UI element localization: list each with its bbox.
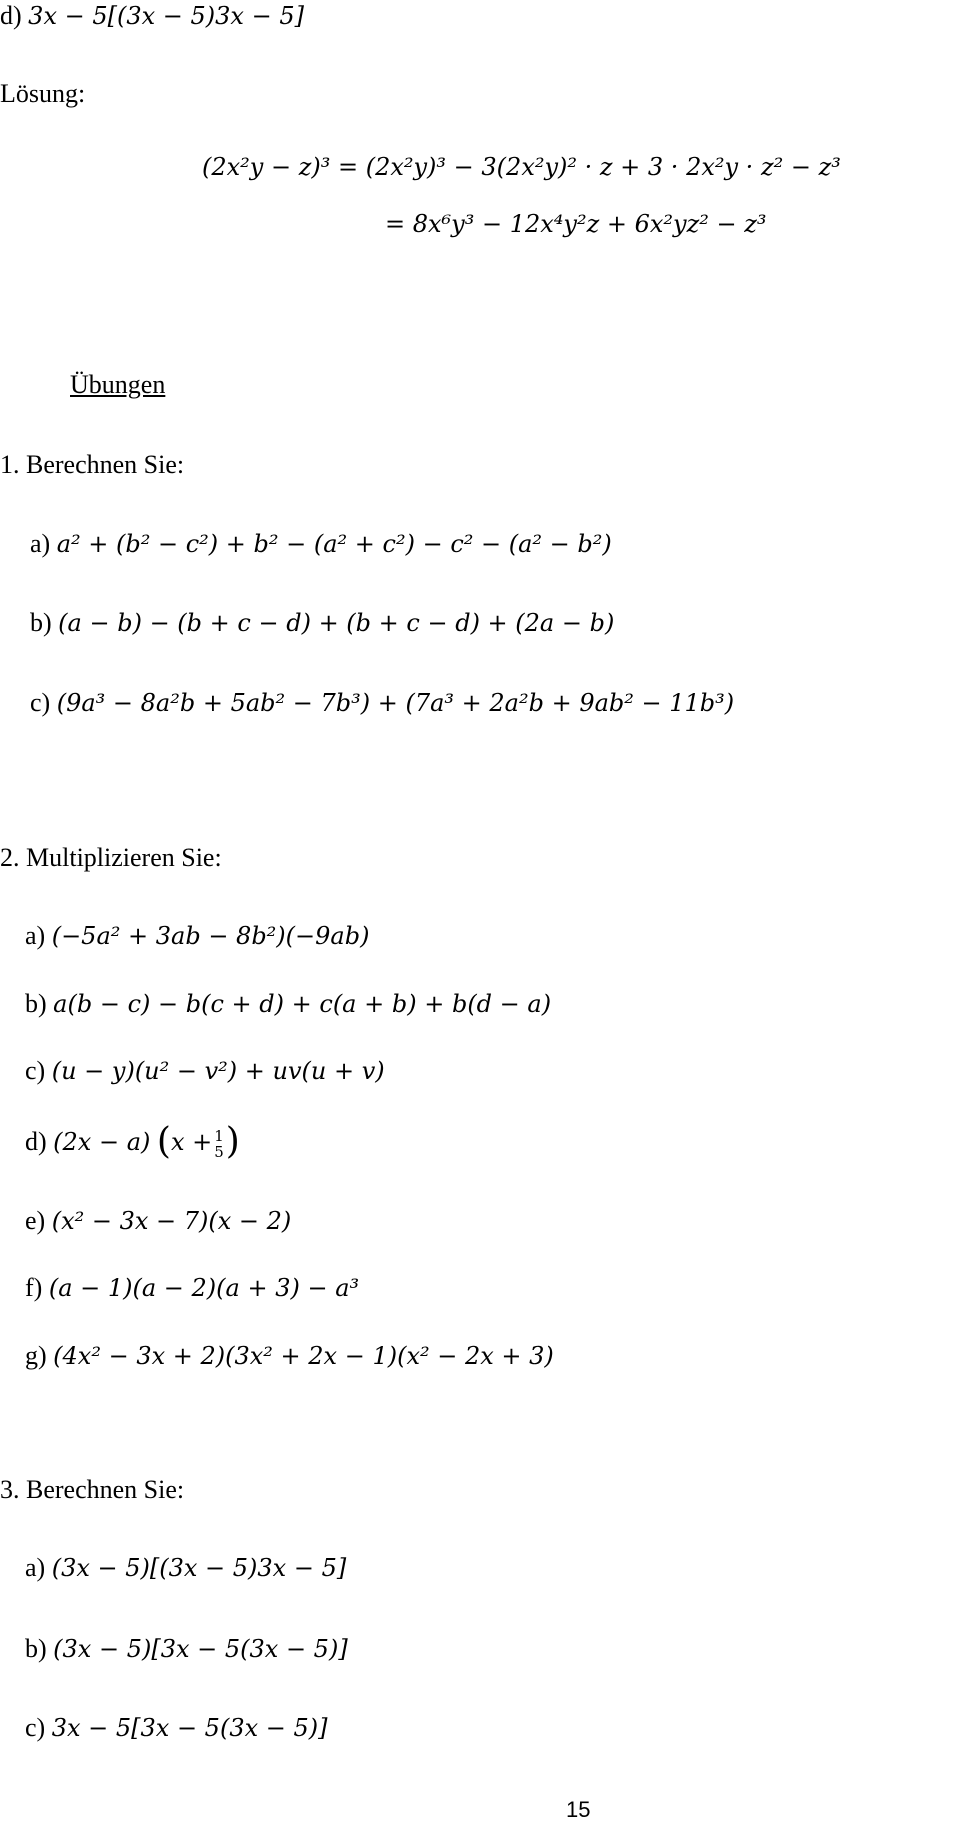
task2-item-c xyxy=(25,1055,385,1086)
item-label: a) xyxy=(30,529,51,558)
exercises-heading: Übungen xyxy=(70,370,166,399)
task3-item-a xyxy=(25,1552,346,1583)
math-expression: 3𝑥 − 5[(3𝑥 − 5)3𝑥 − 5] xyxy=(28,2,304,30)
item-label: e) xyxy=(25,1206,46,1235)
task3-title: 3. Berechnen Sie: xyxy=(0,1475,185,1504)
item-label: c) xyxy=(25,1056,46,1085)
math-expression: 𝑎² + (𝑏² − 𝑐²) + 𝑏² − (𝑎² + 𝑐²) − 𝑐² − (𝑎² − 𝑏²) xyxy=(56,530,612,558)
math-expression: (4𝑥² − 3𝑥 + 2)(3𝑥² + 2𝑥 − 1)(𝑥² − 2𝑥 + 3) xyxy=(53,1342,554,1370)
task2-title: 2. Multiplizieren Sie: xyxy=(0,843,222,872)
task1-item-b xyxy=(30,607,614,638)
task1-title: 1. Berechnen Sie: xyxy=(0,450,185,479)
item-label: a) xyxy=(25,921,46,950)
item-label: c) xyxy=(25,1713,46,1742)
fraction xyxy=(214,1128,224,1161)
page-number: 15 xyxy=(566,1797,591,1822)
fraction-denominator: 5 xyxy=(214,1143,224,1162)
item-label: b) xyxy=(25,1634,47,1663)
item-label: f) xyxy=(25,1273,43,1302)
math-expression: (𝑢 − 𝑦)(𝑢² − 𝑣²) + 𝑢𝑣(𝑢 + 𝑣) xyxy=(51,1057,385,1085)
item-label: b) xyxy=(25,989,47,1018)
task2-item-a xyxy=(25,920,369,951)
task2-item-b xyxy=(25,988,551,1019)
item-label: a) xyxy=(25,1553,46,1582)
math-expression: (9𝑎³ − 8𝑎²𝑏 + 5𝑎𝑏² − 7𝑏³) + (7𝑎³ + 2𝑎²𝑏 + 9𝑎𝑏² − 11𝑏³) xyxy=(56,689,735,717)
item-label: d) xyxy=(0,1,22,30)
math-expression: (−5𝑎² + 3𝑎𝑏 − 8𝑏²)(−9𝑎𝑏) xyxy=(51,922,370,950)
right-paren: ) xyxy=(225,1121,240,1162)
math-expression: (𝑎 − 1)(𝑎 − 2)(𝑎 + 3) − 𝑎³ xyxy=(48,1274,360,1302)
task2-item-e xyxy=(25,1205,291,1236)
prev-item-d xyxy=(0,0,304,31)
item-label: d) xyxy=(25,1127,47,1156)
fraction-numerator: 1 xyxy=(214,1126,224,1145)
task3-item-b xyxy=(25,1633,348,1664)
task1-item-a xyxy=(30,528,612,559)
left-paren: ( xyxy=(156,1121,171,1162)
math-expression: 𝑎(𝑏 − 𝑐) − 𝑏(𝑐 + 𝑑) + 𝑐(𝑎 + 𝑏) + 𝑏(𝑑 − 𝑎) xyxy=(53,990,552,1018)
item-label: g) xyxy=(25,1341,47,1370)
task2-item-d xyxy=(25,1120,240,1163)
solution-line-1: (2𝑥²𝑦 − 𝑧)³ = (2𝑥²𝑦)³ − 3(2𝑥²𝑦)² · 𝑧 + 3 · 2𝑥²𝑦 · 𝑧² − 𝑧³ xyxy=(202,153,841,181)
math-expression: (𝑥² − 3𝑥 − 7)(𝑥 − 2) xyxy=(51,1207,292,1235)
task1-item-c xyxy=(30,687,734,718)
task2-item-f xyxy=(25,1272,359,1303)
math-expression: (2𝑥 − 𝑎) xyxy=(53,1128,151,1156)
task2-item-g xyxy=(25,1340,554,1371)
solution-line-2: = 8𝑥⁶𝑦³ − 12𝑥⁴𝑦²𝑧 + 6𝑥²𝑦𝑧² − 𝑧³ xyxy=(385,210,767,238)
task3-item-c xyxy=(25,1712,327,1743)
item-label: c) xyxy=(30,688,51,717)
math-expression: 3𝑥 − 5[3𝑥 − 5(3𝑥 − 5)] xyxy=(51,1714,328,1742)
item-label: b) xyxy=(30,608,52,637)
math-expression-inner: 𝑥 + xyxy=(170,1128,213,1156)
solution-heading: Lösung: xyxy=(0,79,86,108)
math-expression: (3𝑥 − 5)[3𝑥 − 5(3𝑥 − 5)] xyxy=(53,1635,348,1663)
math-expression: (3𝑥 − 5)[(3𝑥 − 5)3𝑥 − 5] xyxy=(51,1554,347,1582)
math-expression: (𝑎 − 𝑏) − (𝑏 + 𝑐 − 𝑑) + (𝑏 + 𝑐 − 𝑑) + (2𝑎 − 𝑏) xyxy=(58,609,615,637)
